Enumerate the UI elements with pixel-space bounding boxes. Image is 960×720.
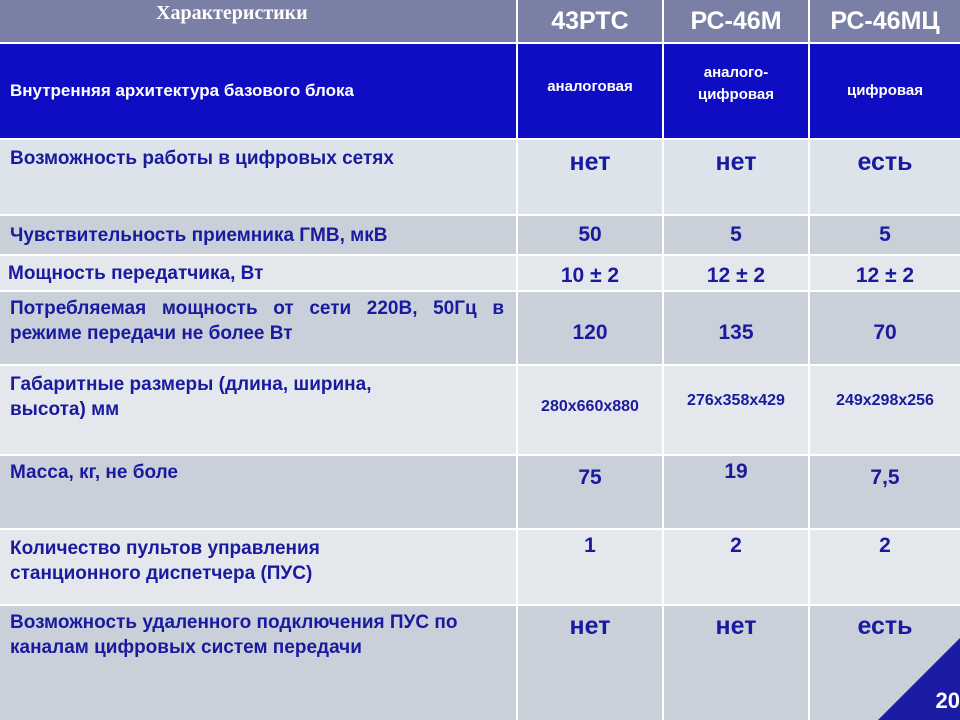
header-col-rs46mc: РС-46МЦ [810,0,960,42]
row-value: 2 [664,530,808,604]
row-value: 5 [810,216,960,254]
row-value: 10 ± 2 [518,256,662,290]
row-value: 50 [518,216,662,254]
row-value: нет [664,140,808,214]
row-value: 12 ± 2 [664,256,808,290]
architecture-value: цифровая [810,44,960,138]
row-value: 75 [518,456,662,528]
row-value: нет [518,140,662,214]
row-value: 1 [518,530,662,604]
row-label: Мощность передатчика, Вт [0,256,516,290]
row-label: Количество пультов управления станционного диспетчера (ПУС) [0,530,516,604]
row-value: 12 ± 2 [810,256,960,290]
page-number: 20 [935,688,960,713]
row-label: Чувствительность приемника ГМВ, мкВ [0,216,516,254]
architecture-label: Внутренняя архитектура базового блока [0,44,516,138]
row-label: Масса, кг, не боле [0,456,516,528]
row-value: есть [810,140,960,214]
architecture-value: аналого- цифровая [664,44,808,138]
header-title: Характеристики [0,0,516,42]
row-value: 7,5 [810,456,960,528]
architecture-value: аналоговая [518,44,662,138]
row-value: 70 [810,292,960,364]
row-value: 249x298x256 [810,366,960,454]
row-label: Габаритные размеры (длина, ширина, высота) мм [0,366,516,454]
header-col-rs46m: РС-46М [664,0,808,42]
header-col-43rts: 43РТС [518,0,662,42]
row-value: 5 [664,216,808,254]
row-value: 120 [518,292,662,364]
row-value: нет [664,606,808,720]
row-value: 135 [664,292,808,364]
row-label: Возможность работы в цифровых сетях [0,140,516,214]
row-label: Возможность удаленного подключения ПУС по каналам цифровых систем передачи [0,606,516,720]
row-value: 276x358x429 [664,366,808,454]
row-value: 2 [810,530,960,604]
row-value: 280x660x880 [518,366,662,454]
row-value: есть [810,606,960,720]
row-value: 19 [664,456,808,528]
row-label: Потребляемая мощность от сети 220В, 50Гц в режиме передачи не более Вт [0,292,516,364]
row-value: нет [518,606,662,720]
